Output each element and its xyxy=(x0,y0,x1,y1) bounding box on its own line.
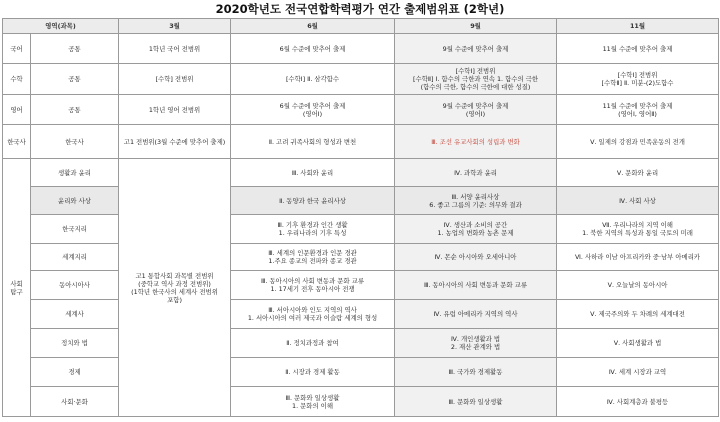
social-m9-line: Ⅳ. 생산과 소비의 공간 xyxy=(443,221,508,229)
sub-english: 공통 xyxy=(31,95,119,125)
social-m6: Ⅱ. 동양과 한국 윤리사상 xyxy=(231,187,395,215)
social-m9-line: Ⅳ. 개인생활과 법 xyxy=(450,335,501,343)
social-m11: Ⅳ. 세계 시장과 교역 xyxy=(557,358,719,387)
social-m6 xyxy=(231,271,395,300)
social-m6-line: Ⅲ. 세계의 인문환경과 인문 경관 xyxy=(268,249,357,257)
social-m11 xyxy=(557,215,719,244)
sub-social: 윤리와 사상 xyxy=(31,187,119,215)
social-m6-line: 1. 17세기 전후 동아시아 전쟁 xyxy=(270,285,355,293)
sub-korean: 공통 xyxy=(31,34,119,64)
row-social-6 xyxy=(3,329,719,358)
social-m6-line: Ⅲ. 기후 환경과 인간 생활 xyxy=(277,221,348,229)
row-social-8 xyxy=(3,387,719,417)
header-m9: 9월 xyxy=(395,19,557,34)
math-m11-line: [수학Ⅱ] Ⅱ. 미분-(2)도함수 xyxy=(601,79,674,87)
social-m6-line: 1.주요 종교의 전파와 종교 경관 xyxy=(268,257,357,265)
social-m3 xyxy=(119,159,231,417)
row-math xyxy=(3,64,719,95)
math-m9-line: [수학Ⅰ] 전범위 xyxy=(455,67,496,75)
row-social-1 xyxy=(3,187,719,215)
social-m9 xyxy=(395,187,557,215)
row-korean xyxy=(3,34,719,64)
english-m11 xyxy=(557,95,719,125)
social-m3-line: 포함) xyxy=(167,295,182,304)
social-m9: Ⅳ. 몬순 아시아와 오세아니아 xyxy=(395,244,557,271)
social-m9: Ⅲ. 동아시아의 사회 변동과 문화 교류 xyxy=(395,271,557,300)
social-m9-line: 1. 농업의 변화와 농촌 문제 xyxy=(437,229,514,237)
header-m6: 6월 xyxy=(231,19,395,34)
math-m6: [수학Ⅰ] Ⅱ. 삼각함수 xyxy=(231,64,395,95)
sub-social: 동아시아사 xyxy=(31,271,119,300)
row-social-4 xyxy=(3,271,719,300)
social-m3-line: (1학년 한국사의 세계사 전범위 xyxy=(131,287,218,296)
math-m9 xyxy=(395,64,557,95)
social-m9: Ⅲ. 문화와 일상생활 xyxy=(395,387,557,417)
social-m11: Ⅳ. 사회계층과 불평등 xyxy=(557,387,719,417)
header-m3: 3월 xyxy=(119,19,231,34)
row-english xyxy=(3,95,719,125)
social-m6-line: Ⅲ. 서아시아와 인도 지역의 역사 xyxy=(268,306,357,314)
social-m9: Ⅲ. 국가와 경제활동 xyxy=(395,358,557,387)
row-social-7 xyxy=(3,358,719,387)
social-m11-line: 1. 북한 지역의 특성과 통일 국토의 미래 xyxy=(582,229,693,237)
social-m6 xyxy=(231,387,395,417)
area-math: 수학 xyxy=(3,64,31,95)
social-m9 xyxy=(395,215,557,244)
korean-m9: 9월 수준에 맞추어 출제 xyxy=(395,34,557,64)
english-m9-line: (영어Ⅰ) xyxy=(465,109,486,118)
korean-m3: 1학년 국어 전범위 xyxy=(119,34,231,64)
row-social-0 xyxy=(3,159,719,187)
history-m9: Ⅲ. 조선 유교사회의 성립과 변화 xyxy=(395,125,557,159)
area-english: 영어 xyxy=(3,95,31,125)
math-m3: [수학] 전범위 xyxy=(119,64,231,95)
row-social-3 xyxy=(3,244,719,271)
social-m3-line: (중학교 역사 과정 전범위) xyxy=(138,279,211,288)
social-m6 xyxy=(231,215,395,244)
english-m9-line: 9월 수준에 맞추어 출제 xyxy=(442,101,509,110)
sub-math: 공통 xyxy=(31,64,119,95)
area-social-line: 사회 xyxy=(10,279,23,288)
social-m6-line: 1. 문화의 이해 xyxy=(292,401,334,410)
social-m6-line: Ⅲ. 문화와 일상생활 xyxy=(285,393,340,402)
area-social xyxy=(3,159,31,417)
math-m9-line: (함수의 극한, 함수의 극한에 대한 성질) xyxy=(420,83,531,91)
social-m11: Ⅵ. 사하라 이남 아프리카와 중·남부 아메리카 xyxy=(557,244,719,271)
sub-social: 사회·문화 xyxy=(31,387,119,417)
area-history: 한국사 xyxy=(3,125,31,159)
math-m9-line: [수학Ⅱ] Ⅰ. 함수의 극한과 연속 1. 함수의 극한 xyxy=(413,75,538,83)
sub-social: 한국지리 xyxy=(31,215,119,244)
english-m11-line: (영어Ⅰ, 영어Ⅱ) xyxy=(618,109,657,118)
social-m11: Ⅴ. 문화와 윤리 xyxy=(557,159,719,187)
social-m11: Ⅴ. 제국주의와 두 차례의 세계대전 xyxy=(557,300,719,329)
area-korean: 국어 xyxy=(3,34,31,64)
header-area: 영역(과목) xyxy=(3,19,119,34)
social-m6-line: 1. 우리나라의 기후 특성 xyxy=(278,229,347,237)
sub-social: 세계사 xyxy=(31,300,119,329)
korean-m6: 6월 수준에 맞추어 출제 xyxy=(231,34,395,64)
social-m9 xyxy=(395,329,557,358)
row-social-5 xyxy=(3,300,719,329)
social-m6: Ⅲ. 사회와 윤리 xyxy=(231,159,395,187)
exam-scope-table xyxy=(2,18,719,417)
social-m11: Ⅳ. 사회 사상 xyxy=(557,187,719,215)
social-m3-line: 고1 통합사회 과목별 전범위 xyxy=(135,271,214,280)
row-social-2 xyxy=(3,215,719,244)
english-m6-line: 6월 수준에 맞추어 출제 xyxy=(279,101,346,110)
social-m9-line: 6. 좋고 그름의 기준: 의무와 결과 xyxy=(429,200,522,209)
social-m6-line: 1. 서아시아의 여러 제국과 이슬람 세계의 형성 xyxy=(247,314,378,322)
social-m11: Ⅴ. 사회생활과 법 xyxy=(557,329,719,358)
math-m11-line: [수학Ⅰ] 전범위 xyxy=(617,71,658,79)
social-m6 xyxy=(231,244,395,271)
sub-social: 생활과 윤리 xyxy=(31,159,119,187)
english-m6 xyxy=(231,95,395,125)
history-m11: Ⅴ. 일제의 강점과 민족운동의 전개 xyxy=(557,125,719,159)
sub-social: 경제 xyxy=(31,358,119,387)
english-m6-line: (영어Ⅰ) xyxy=(302,109,323,118)
social-m9: Ⅳ. 과학과 윤리 xyxy=(395,159,557,187)
area-social-line: 탐구 xyxy=(10,287,23,296)
social-m6-line: Ⅲ. 동아시아의 사회 변동과 문화 교류 xyxy=(261,277,365,285)
social-m11-line: Ⅶ. 우리나라의 지역 이해 xyxy=(602,221,673,229)
social-m9-line: Ⅲ. 서양 윤리사상 xyxy=(451,192,500,201)
social-m6 xyxy=(231,300,395,329)
english-m9 xyxy=(395,95,557,125)
page-title: 2020학년도 전국연합학력평가 연간 출제범위표 (2학년) xyxy=(215,2,505,16)
social-m9-line: 2. 재산 관계와 법 xyxy=(450,343,501,351)
social-m6: Ⅱ. 정치과정과 참여 xyxy=(231,329,395,358)
social-m6: Ⅱ. 시장과 경제 활동 xyxy=(231,358,395,387)
header-m11: 11월 xyxy=(557,19,719,34)
english-m11-line: 11월 수준에 맞추어 출제 xyxy=(602,101,673,110)
history-m3: 고1 전범위(3월 수준에 맞추어 출제) xyxy=(119,125,231,159)
sub-social: 정치와 법 xyxy=(31,329,119,358)
sub-history: 한국사 xyxy=(31,125,119,159)
english-m3: 1학년 영어 전범위 xyxy=(119,95,231,125)
header-row xyxy=(3,19,719,34)
math-m11 xyxy=(557,64,719,95)
sub-social: 세계지리 xyxy=(31,244,119,271)
social-m11: Ⅴ. 오늘날의 동아시아 xyxy=(557,271,719,300)
history-m6: Ⅱ. 고려 귀족사회의 형성과 변천 xyxy=(231,125,395,159)
social-m9: Ⅳ. 유럽 아메리카 지역의 역사 xyxy=(395,300,557,329)
row-history xyxy=(3,125,719,159)
korean-m11: 11월 수준에 맞추어 출제 xyxy=(557,34,719,64)
